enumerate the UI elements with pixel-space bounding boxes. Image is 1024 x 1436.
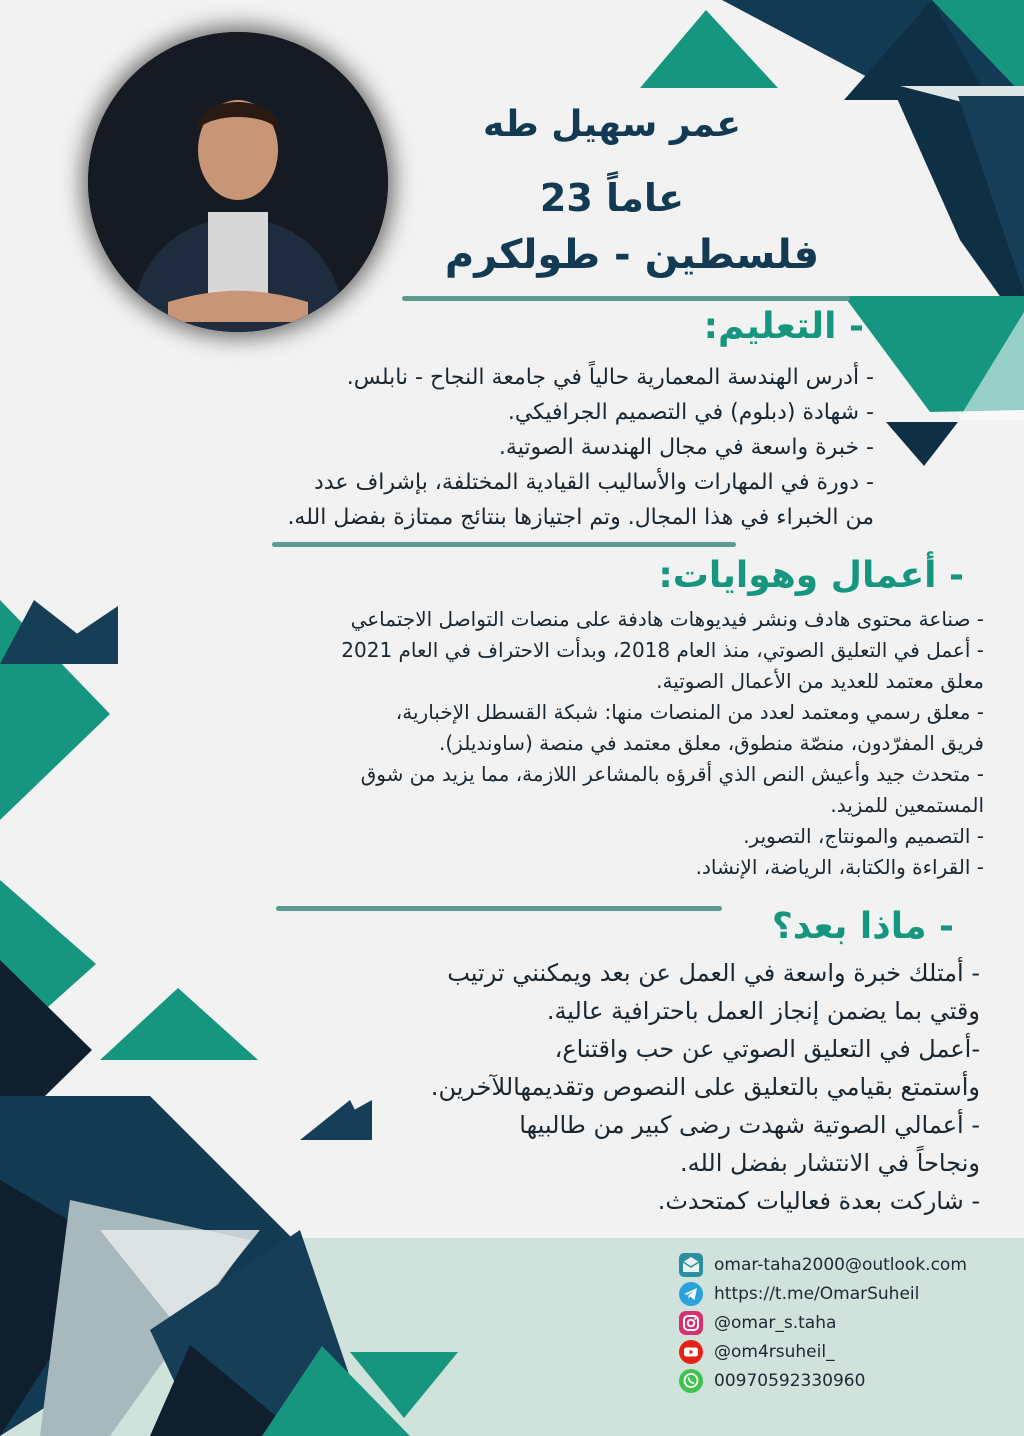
profile-photo (88, 32, 388, 332)
contact-email[interactable] (678, 1252, 967, 1278)
contact-youtube[interactable] (678, 1339, 835, 1365)
instagram-icon (678, 1310, 704, 1336)
works-line: فريق المفرّدون، منصّة منطوق، معلق معتمد في منصة (ساونديلز). (439, 731, 984, 755)
works-line: - أعمل في التعليق الصوتي، منذ العام 2018، وبدأت الاحتراف في العام 2021 (341, 638, 984, 662)
works-line: - معلق رسمي ومعتمد لعدد من المنصات منها: شبكة القسطل الإخبارية، (395, 700, 984, 724)
divider-line (402, 296, 850, 301)
next-line: - أعمالي الصوتية شهدت رضى كبير من طالبيها (519, 1111, 980, 1139)
next-line: وأستمتع بقيامي بالتعليق على النصوص وتقديمهاللآخرين. (430, 1073, 980, 1101)
next-line: - شاركت بعدة فعاليات كمتحدث. (657, 1187, 980, 1215)
telegram-icon (678, 1281, 704, 1307)
next-line: وقتي بما يضمن إنجاز العمل باحترافية عالية. (546, 997, 980, 1025)
contact-telegram[interactable] (678, 1281, 919, 1307)
next-line: -أعمل في التعليق الصوتي عن حب واقتناع، (554, 1035, 980, 1063)
works-line: - متحدث جيد وأعيش النص الذي أقرؤه بالمشاعر اللازمة، مما يزيد من شوق (360, 762, 984, 786)
education-line: - دورة في المهارات والأساليب القيادية المختلفة، بإشراف عدد (314, 470, 874, 495)
education-section (287, 360, 874, 535)
works-heading: - أعمال وهوايات: (658, 555, 964, 596)
person-location: فلسطين - طولكرم (444, 232, 820, 278)
works-line: - التصميم والمونتاج، التصوير. (743, 824, 984, 848)
works-line: معلق معتمد للعديد من الأعمال الصوتية. (656, 669, 984, 693)
works-line: - صناعة محتوى هادف ونشر فيديوهات هادفة على منصات التواصل الاجتماعي (350, 607, 984, 631)
contact-telegram-text: https://t.me/OmarSuheil (714, 1284, 920, 1304)
contact-email-text: omar-taha2000@outlook.com (714, 1255, 967, 1275)
works-line: المستمعين للمزيد. (830, 793, 984, 817)
contact-instagram-text: @omar_s.taha (714, 1313, 837, 1333)
contact-whatsapp-text: 00970592330960 (714, 1371, 866, 1391)
person-age: 23 عاماً (539, 176, 685, 220)
works-line: - القراءة والكتابة، الرياضة، الإنشاد. (695, 855, 984, 879)
contact-whatsapp[interactable] (678, 1368, 865, 1394)
person-name: عمر سهيل طه (483, 104, 741, 145)
youtube-icon (678, 1339, 704, 1365)
contact-youtube-text: @om4rsuheil_ (714, 1342, 835, 1362)
email-icon (678, 1252, 704, 1278)
divider-line (272, 542, 736, 547)
education-line: - أدرس الهندسة المعمارية حالياً في جامعة النجاح - نابلس. (346, 365, 874, 390)
education-line: من الخبراء في هذا المجال. وتم اجتيازها بنتائج ممتازة بفضل الله. (287, 505, 874, 530)
next-heading: - ماذا بعد؟ (771, 906, 954, 947)
next-line: - أمتلك خبرة واسعة في العمل عن بعد ويمكنني ترتيب (447, 959, 980, 987)
person-portrait-icon (88, 32, 388, 332)
whatsapp-icon (678, 1368, 704, 1394)
education-line: - خبرة واسعة في مجال الهندسة الصوتية. (498, 435, 874, 460)
next-section (431, 954, 980, 1220)
next-line: ونجاحاً في الانتشار بفضل الله. (679, 1149, 980, 1177)
divider-line (276, 906, 722, 911)
education-line: - شهادة (دبلوم) في التصميم الجرافيكي. (507, 400, 874, 425)
contact-instagram[interactable] (678, 1310, 836, 1336)
education-heading: - التعليم: (703, 306, 864, 347)
works-section (341, 604, 984, 883)
